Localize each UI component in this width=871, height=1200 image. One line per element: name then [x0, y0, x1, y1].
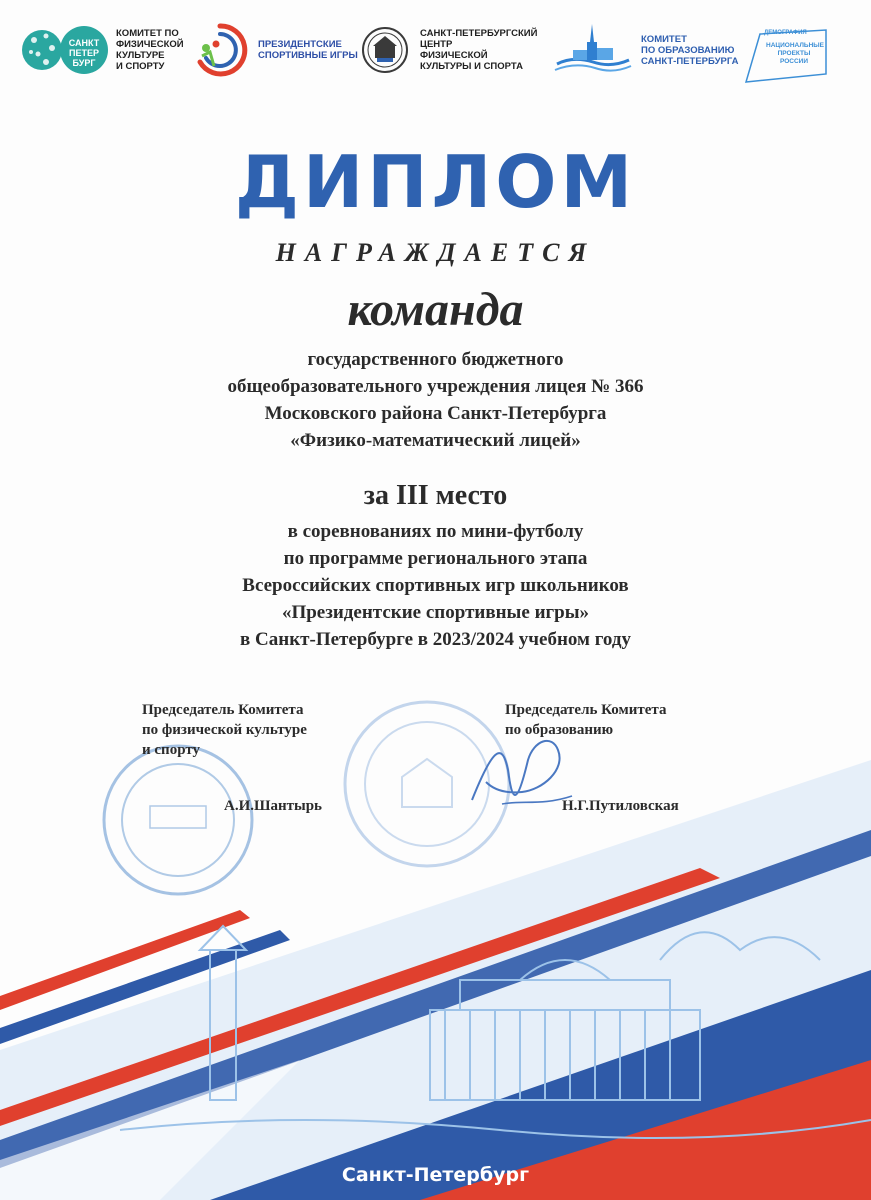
awarded-heading: НАГРАЖДАЕТСЯ: [275, 238, 596, 267]
sport-center-logo: [360, 22, 560, 78]
peter-and-paul-spire-icon: [553, 22, 633, 78]
education-committee-logo: [553, 22, 751, 78]
sport-center-emblem-icon: [360, 22, 410, 78]
place-heading: за III место: [363, 480, 508, 511]
presidential-games-label: ПРЕЗИДЕНТСКИЕ СПОРТИВНЫЕ ИГРЫ: [258, 39, 358, 61]
national-projects-label: НАЦИОНАЛЬНЫЕ ПРОЕКТЫ РОССИИ: [766, 42, 824, 65]
school-name: государственного бюджетного общеобразовательного учреждения лицея № 366 Московского района Санкт-Петербурга «Физико-математический лицей»: [227, 349, 644, 451]
svg-text:САНКТ: САНКТ: [68, 38, 100, 48]
right-signatory-title: Председатель Комитета по образованию: [505, 702, 667, 738]
svg-text:ПЕТЕР: ПЕТЕР: [69, 48, 99, 58]
recipient-heading: команда: [347, 283, 524, 336]
sport-center-label: САНКТ-ПЕТЕРБУРГСКИЙ ЦЕНТР ФИЗИЧЕСКОЙ КУЛЬТУРЫ И СПОРТА: [420, 28, 538, 72]
left-signatory-name: А.И.Шантырь: [224, 798, 322, 814]
national-projects-logo: [740, 28, 828, 86]
svg-text:БУРГ: БУРГ: [72, 58, 96, 68]
education-committee-label: КОМИТЕТ ПО ОБРАЗОВАНИЮ САНКТ-ПЕТЕРБУРГА: [641, 33, 739, 67]
right-signatory-name: Н.Г.Путиловская: [562, 798, 679, 814]
competition-description: в соревнованиях по мини-футболу по программе регионального этапа Всероссийских спортивных игр школьников «Президентские спортивные игры» в Санкт-Петербурге в 2023/2024 учебном году: [240, 521, 631, 650]
footer-city-label: Санкт-Петербург: [341, 1164, 530, 1186]
presidential-games-emblem-icon: [192, 22, 248, 78]
presidential-games-logo: [192, 22, 358, 78]
sport-committee-logo: [22, 22, 188, 78]
logo-header: [0, 22, 871, 102]
spb-city-logo-icon: [22, 22, 110, 78]
diploma-title: ДИПЛОМ: [234, 140, 637, 224]
left-signatory-title: Председатель Комитета по физической культуре и спорту: [142, 702, 307, 758]
left-seal-stamp-icon: [98, 740, 258, 900]
national-projects-category: ДЕМОГРАФИЯ: [764, 30, 807, 36]
sport-committee-label: КОМИТЕТ ПО ФИЗИЧЕСКОЙ КУЛЬТУРЕ И СПОРТУ: [116, 28, 184, 72]
